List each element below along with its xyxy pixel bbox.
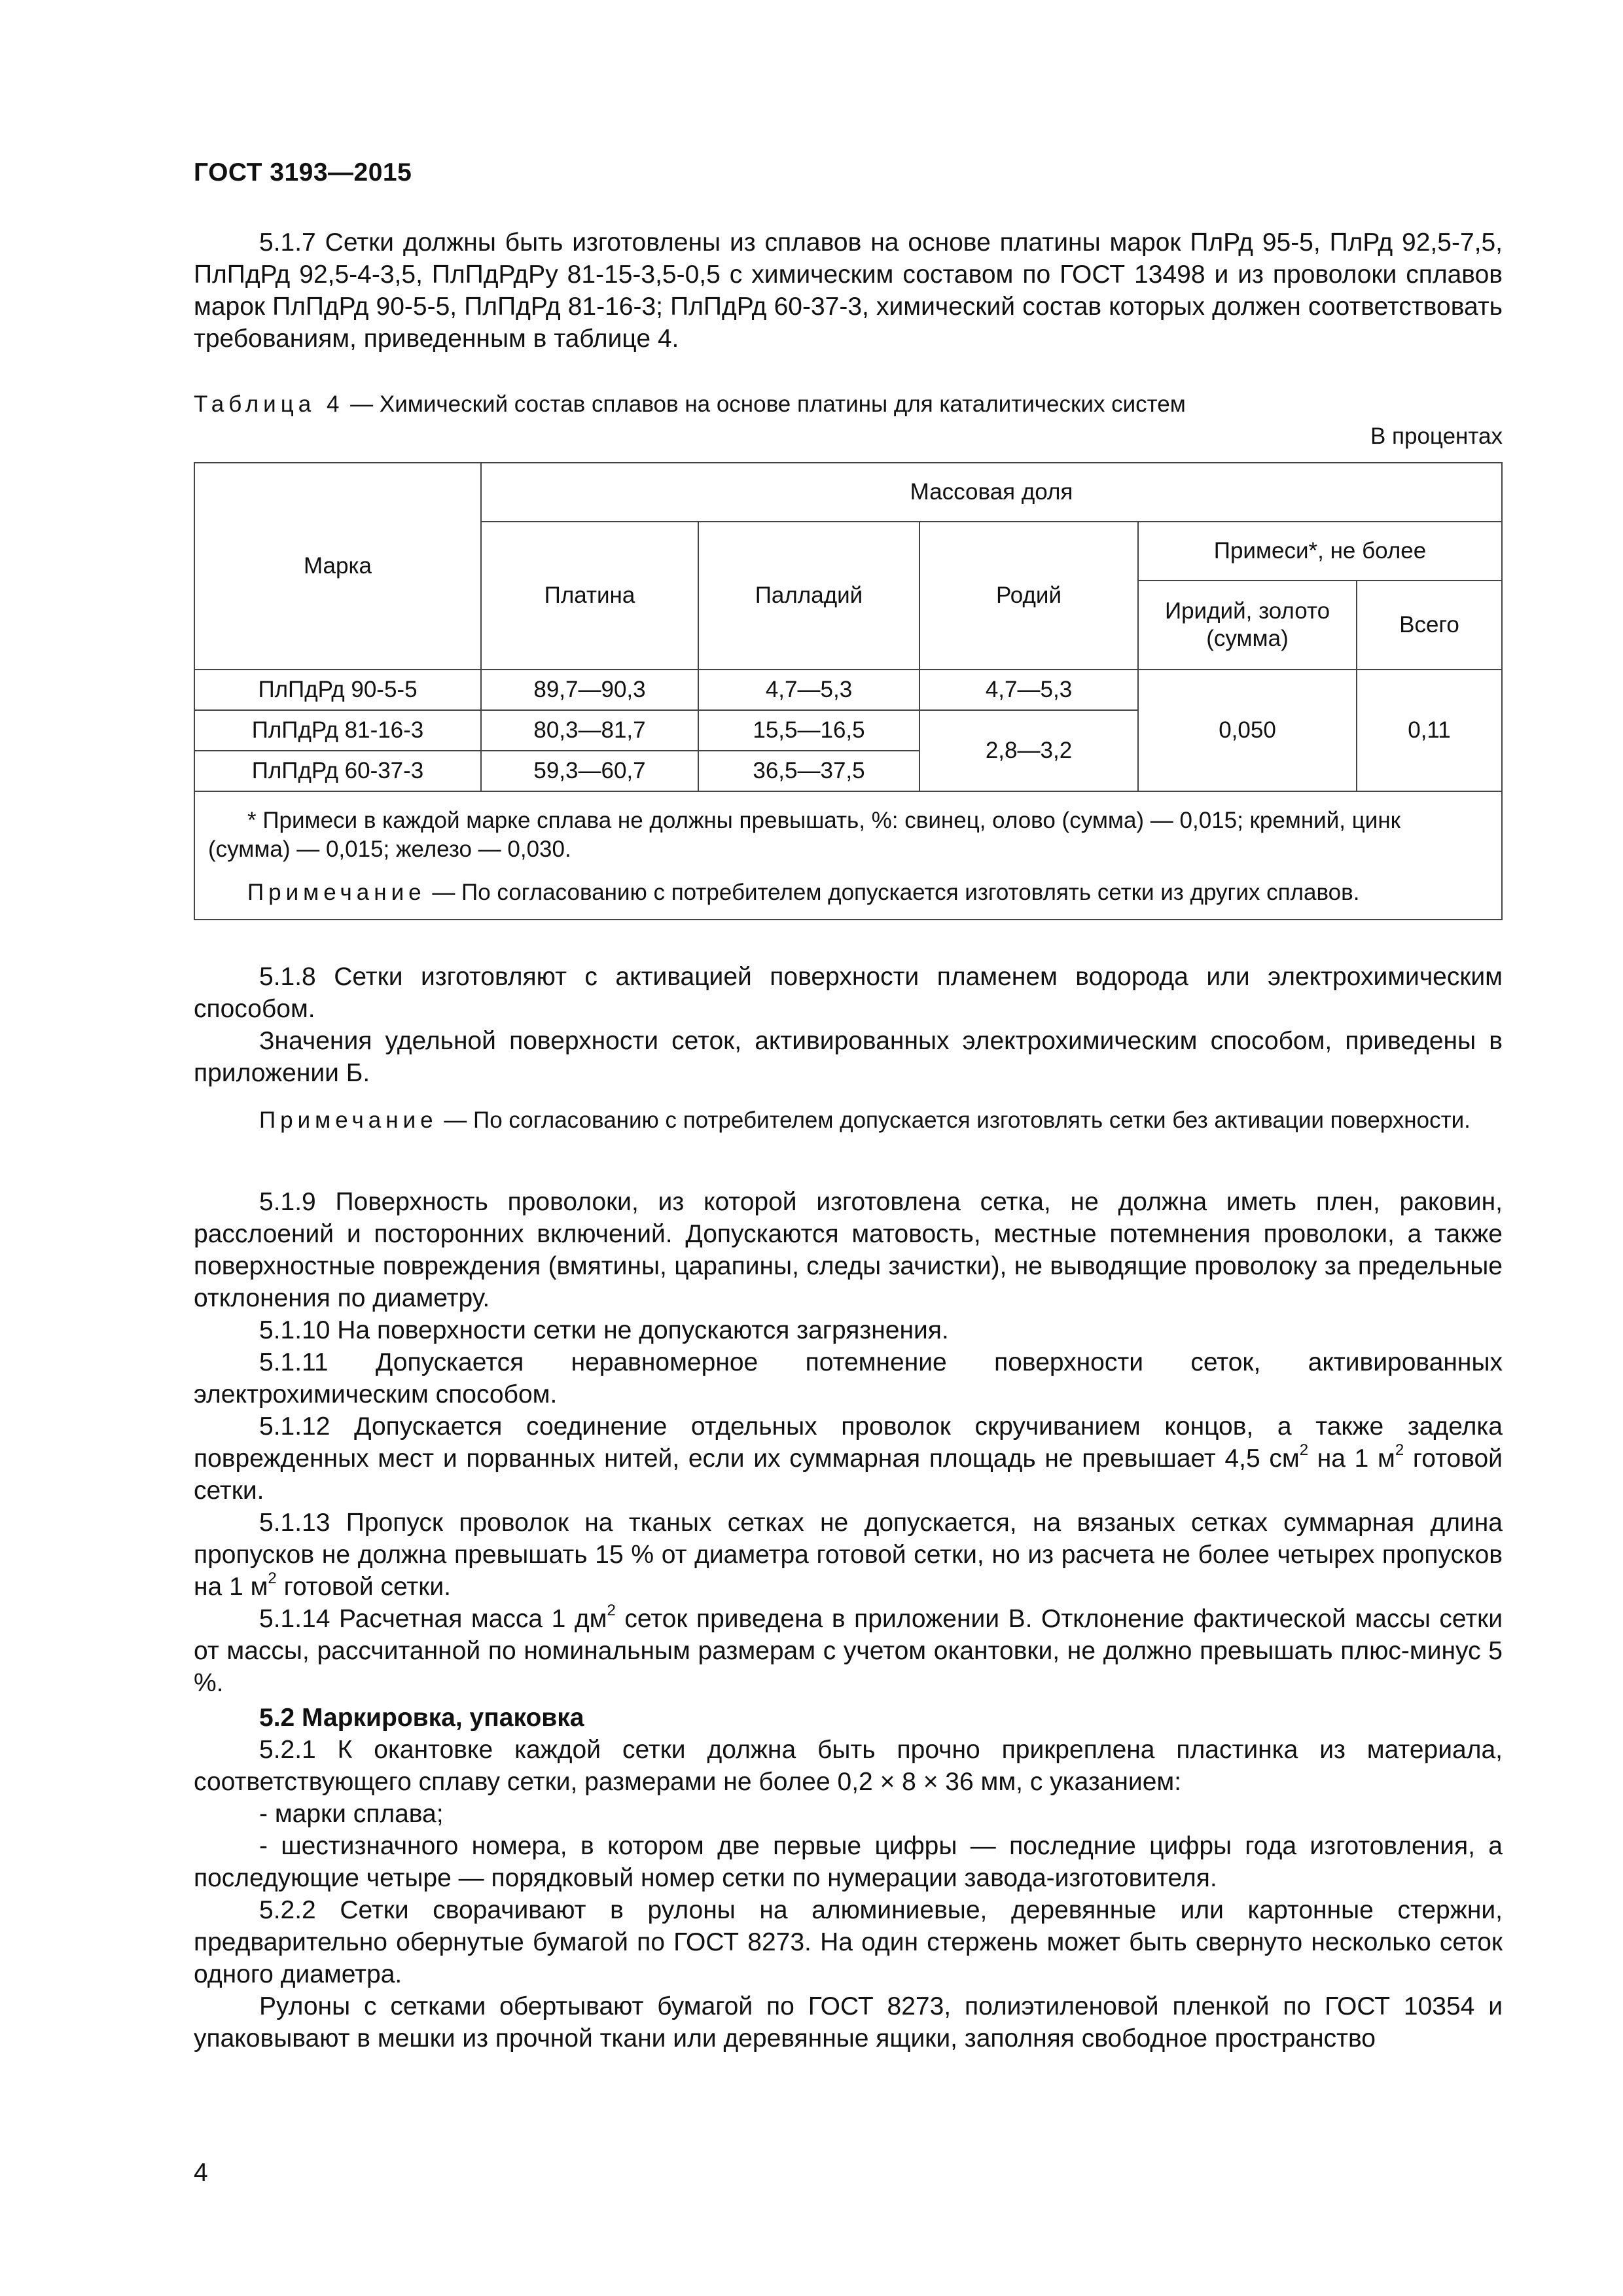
table-units: В процентах	[1370, 423, 1503, 449]
cell-iridium-gold-shared: 0,050	[1138, 670, 1357, 791]
cell-rhodium-shared: 2,8—3,2	[919, 710, 1138, 791]
paragraph-5-1-8: 5.1.8 Сетки изготовляют с активацией поверхности пламенем водорода или электрохимическим способом.	[194, 963, 1503, 1023]
paragraph-5-1-9: 5.1.9 Поверхность проволоки, из которой изготовлена сетка, не должна иметь плен, раковин, расслоений и посторонних включений. Допускаются матовость, местные потемнения проволоки, а также поверхностные повреждения (вмятины, царапины, следы зачистки), не выводящие проволоку за предельные отклонения по диаметру.	[194, 1188, 1503, 1312]
section-5-1-8	[194, 961, 1503, 1089]
table-note-label: Примечание	[247, 880, 426, 905]
sections-5-1-9-to-5-2	[194, 1186, 1503, 2054]
cell-palladium: 4,7—5,3	[698, 670, 919, 710]
cell-grade: ПлПдРд 90-5-5	[194, 670, 481, 710]
table-footnote-cell	[194, 791, 1502, 920]
table-footnote: * Примеси в каждой марке сплава не должны превышать, %: свинец, олово (сумма) — 0,015; кремний, цинк (сумма) — 0,015; железо — 0,030.	[208, 808, 1400, 862]
header-platinum: Платина	[481, 522, 698, 670]
paragraph-5-1-7: 5.1.7 Сетки должны быть изготовлены из сплавов на основе платины марок ПлРд 95-5, ПлРд 92,5-7,5, ПлПдРд 92,5-4-3,5, ПлПдРдРу 81-15-3,5-0,5 с химическим составом по ГОСТ 13498 и из проволоки сплавов марок ПлПдРд 90-5-5, ПлПдРд 81-16-3; ПлПдРд 60-37-3, химический состав которых должен соответствовать требованиям, приведенным в таблице 4.	[194, 228, 1503, 353]
cell-platinum: 59,3—60,7	[481, 751, 698, 791]
chemical-composition-table	[194, 462, 1503, 920]
document-header: ГОСТ 3193—2015	[194, 158, 412, 187]
header-impurities: Примеси*, не более	[1138, 522, 1502, 581]
list-item: - шестизначного номера, в котором две первые цифры — последние цифры года изготовления, а последующие четыре — порядковый номер сетки по нумерации завода-изготовителя.	[194, 1832, 1503, 1892]
cell-grade: ПлПдРд 60-37-3	[194, 751, 481, 791]
table-note-text: — По согласованию с потребителем допускается изготовлять сетки из других сплавов.	[425, 880, 1360, 905]
list-item: - марки сплава;	[259, 1800, 444, 1828]
paragraph-5-1-10: 5.1.10 На поверхности сетки не допускаются загрязнения.	[259, 1316, 949, 1344]
cell-rhodium: 4,7—5,3	[919, 670, 1138, 710]
header-mass-fraction: Массовая доля	[481, 463, 1502, 522]
paragraph-5-1-14: 5.1.14 Расчетная масса 1 $дм^2$ сеток приведена в приложении В. Отклонение фактической массы сетки от массы, рассчитанной по номинальным размерам с учетом окантовки, не должно превышать плюс-минус 5 %.	[194, 1602, 1503, 1697]
paragraph-5-1-12: 5.1.12 Допускается соединение отдельных проволок скручиванием концов, а также заделка поврежденных мест и порванных нитей, если их суммарная площадь не превышает 4,5 $см^2$ на 1 $м^2$ готовой сетки.	[194, 1412, 1503, 1505]
header-total: Всего	[1357, 581, 1502, 670]
table-caption	[194, 390, 1503, 419]
note-text: — По согласованию с потребителем допускается изготовлять сетки без активации поверхности.	[437, 1107, 1471, 1133]
header-rhodium: Родий	[919, 522, 1138, 670]
header-grade: Марка	[194, 463, 481, 670]
header-palladium: Палладий	[698, 522, 919, 670]
header-iridium-gold: Иридий, золото (сумма)	[1138, 581, 1357, 670]
paragraph-5-2-2: 5.2.2 Сетки сворачивают в рулоны на алюминиевые, деревянные или картонные стержни, предварительно обернутые бумагой по ГОСТ 8273. На один стержень может быть свернуто несколько сеток одного диаметра.	[194, 1896, 1503, 1988]
paragraph-5-1-8-values: Значения удельной поверхности сеток, активированных электрохимическим способом, приведены в приложении Б.	[194, 1027, 1503, 1087]
section-5-1-7	[194, 226, 1503, 355]
cell-platinum: 80,3—81,7	[481, 710, 698, 751]
page-number: 4	[194, 2159, 208, 2187]
cell-grade: ПлПдРд 81-16-3	[194, 710, 481, 751]
note-5-1-8	[194, 1106, 1503, 1135]
section-heading-5-2: 5.2 Маркировка, упаковка	[259, 1704, 584, 1732]
cell-palladium: 15,5—16,5	[698, 710, 919, 751]
cell-total-shared: 0,11	[1357, 670, 1502, 791]
paragraph-5-2-1: 5.2.1 К окантовке каждой сетки должна быть прочно прикреплена пластинка из материала, соответствующего сплаву сетки, размерами не более 0,2 × 8 × 36 мм, с указанием:	[194, 1736, 1503, 1796]
note-label: Примечание	[259, 1107, 438, 1133]
cell-platinum: 89,7—90,3	[481, 670, 698, 710]
table-caption-label: Таблица 4	[194, 391, 344, 417]
table-caption-text: — Химический состав сплавов на основе платины для каталитических систем	[344, 391, 1186, 417]
paragraph-5-1-11: 5.1.11 Допускается неравномерное потемнение поверхности сеток, активированных электрохимическим способом.	[194, 1348, 1503, 1408]
paragraph-5-1-13: 5.1.13 Пропуск проволок на тканых сетках не допускается, на вязаных сетках суммарная длина пропусков не должна превышать 15 % от диаметра готовой сетки, но из расчета не более четырех пропусков на 1 $м^2$ готовой сетки.	[194, 1509, 1503, 1601]
table-note	[208, 878, 1488, 907]
paragraph-5-2-2-rolls: Рулоны с сетками обертывают бумагой по ГОСТ 8273, полиэтиленовой пленкой по ГОСТ 10354 и упаковывают в мешки из прочной ткани или деревянные ящики, заполняя свободное пространство	[194, 1992, 1503, 2053]
table-row	[194, 670, 1502, 710]
cell-palladium: 36,5—37,5	[698, 751, 919, 791]
